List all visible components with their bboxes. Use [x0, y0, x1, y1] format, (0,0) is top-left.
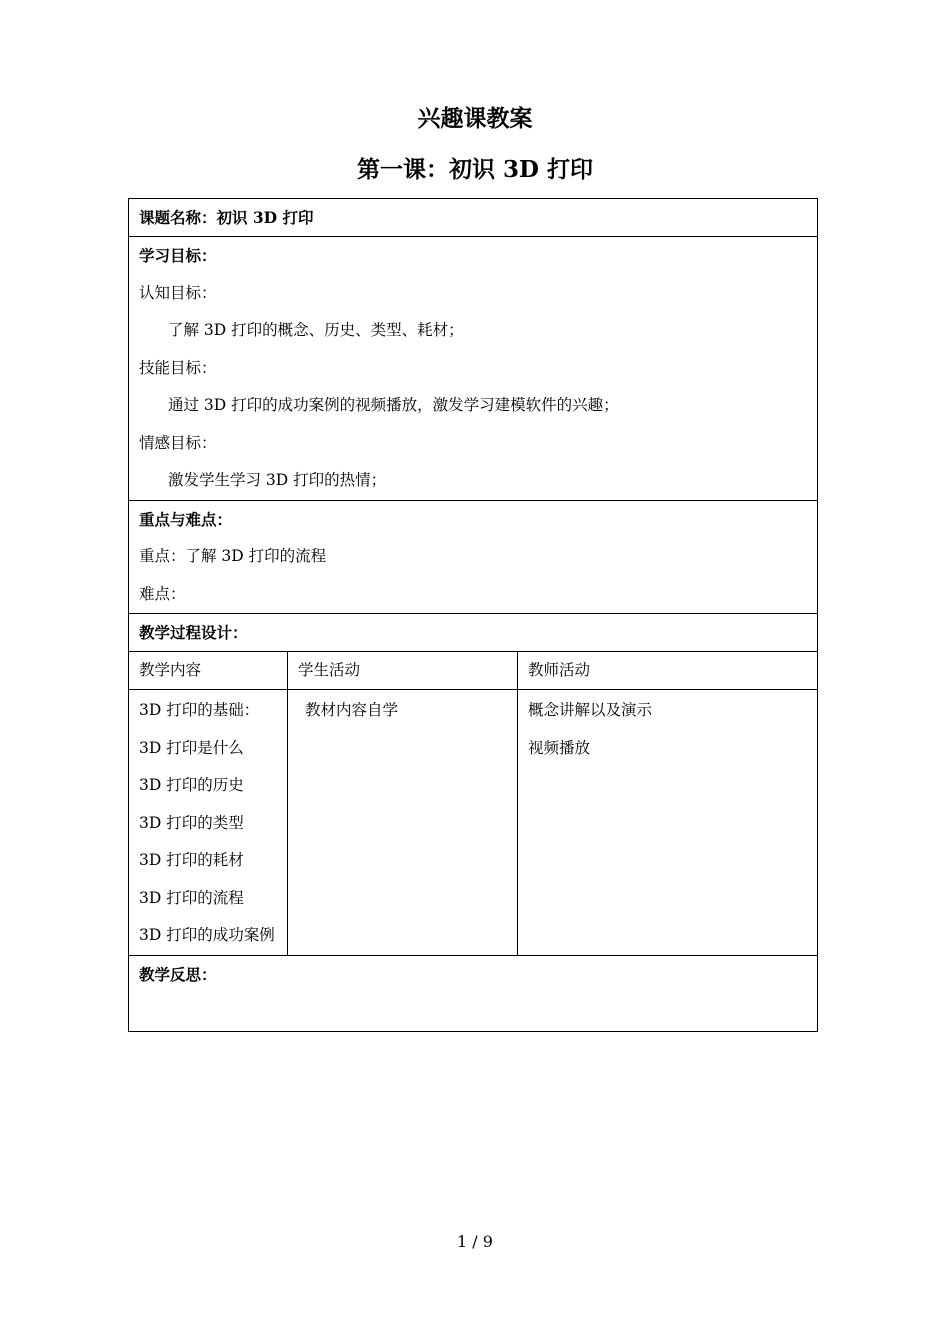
process-content-row	[129, 690, 818, 956]
column-header-label: 教学内容	[139, 661, 202, 679]
student-activity-cell	[288, 690, 518, 956]
objectives-cell	[129, 237, 818, 501]
objectives-heading: 学习目标：	[139, 246, 217, 265]
column-header-content	[129, 652, 288, 690]
student-activity-item: 教材内容自学	[305, 701, 399, 719]
process-columns-row	[129, 652, 818, 690]
process-heading-row	[129, 614, 818, 652]
content-item: 3D 打印的类型	[139, 813, 244, 832]
reflection-row	[129, 955, 818, 1031]
document-title: 兴趣课教案	[417, 105, 533, 132]
cognitive-objective-text: 了解 3D 打印的概念、历史、类型、耗材；	[168, 321, 464, 339]
lesson-title: 第一课：初识 3D 打印	[357, 156, 593, 183]
teacher-activity-item: 概念讲解以及演示	[528, 701, 653, 719]
content-item: 3D 打印的流程	[139, 888, 244, 907]
key-points-row	[129, 500, 818, 614]
difficulty-text: 难点：	[139, 584, 186, 603]
teacher-activity-cell	[518, 690, 818, 956]
key-points-heading: 重点与难点：	[139, 509, 233, 529]
teacher-activity-item: 视频播放	[528, 738, 591, 757]
skill-objective-text: 通过 3D 打印的成功案例的视频播放，激发学习建模软件的兴趣；	[168, 396, 619, 414]
topic-row	[129, 199, 818, 237]
emotion-objective-text: 激发学生学习 3D 打印的热情；	[168, 471, 387, 489]
content-item: 3D 打印的耗材	[139, 851, 244, 869]
teaching-content-cell	[129, 690, 288, 956]
content-item: 3D 打印是什么	[139, 738, 244, 757]
lesson-plan-table	[128, 198, 818, 1032]
content-item: 3D 打印的历史	[139, 776, 244, 794]
column-header-label: 学生活动	[298, 661, 361, 679]
key-point-text: 重点：了解 3D 打印的流程	[139, 547, 327, 565]
topic-name: 课题名称：初识 3D 打印	[139, 208, 314, 227]
objectives-row	[129, 237, 818, 501]
content-item: 3D 打印的基础：	[139, 701, 260, 719]
column-header-label: 教师活动	[528, 661, 591, 679]
column-header-teacher	[518, 652, 818, 690]
content-item: 3D 打印的成功案例	[139, 926, 275, 944]
reflection-cell	[129, 955, 818, 1031]
skill-objective-label: 技能目标：	[139, 358, 217, 377]
process-heading-cell	[129, 614, 818, 652]
column-header-student	[288, 652, 518, 690]
process-heading: 教学过程设计：	[139, 623, 248, 642]
cognitive-objective-label: 认知目标：	[139, 283, 217, 302]
emotion-objective-label: 情感目标：	[139, 433, 217, 452]
key-points-cell	[129, 500, 818, 614]
reflection-heading: 教学反思：	[139, 964, 217, 984]
topic-cell	[129, 199, 818, 237]
page-number: 1 / 9	[457, 1232, 493, 1251]
